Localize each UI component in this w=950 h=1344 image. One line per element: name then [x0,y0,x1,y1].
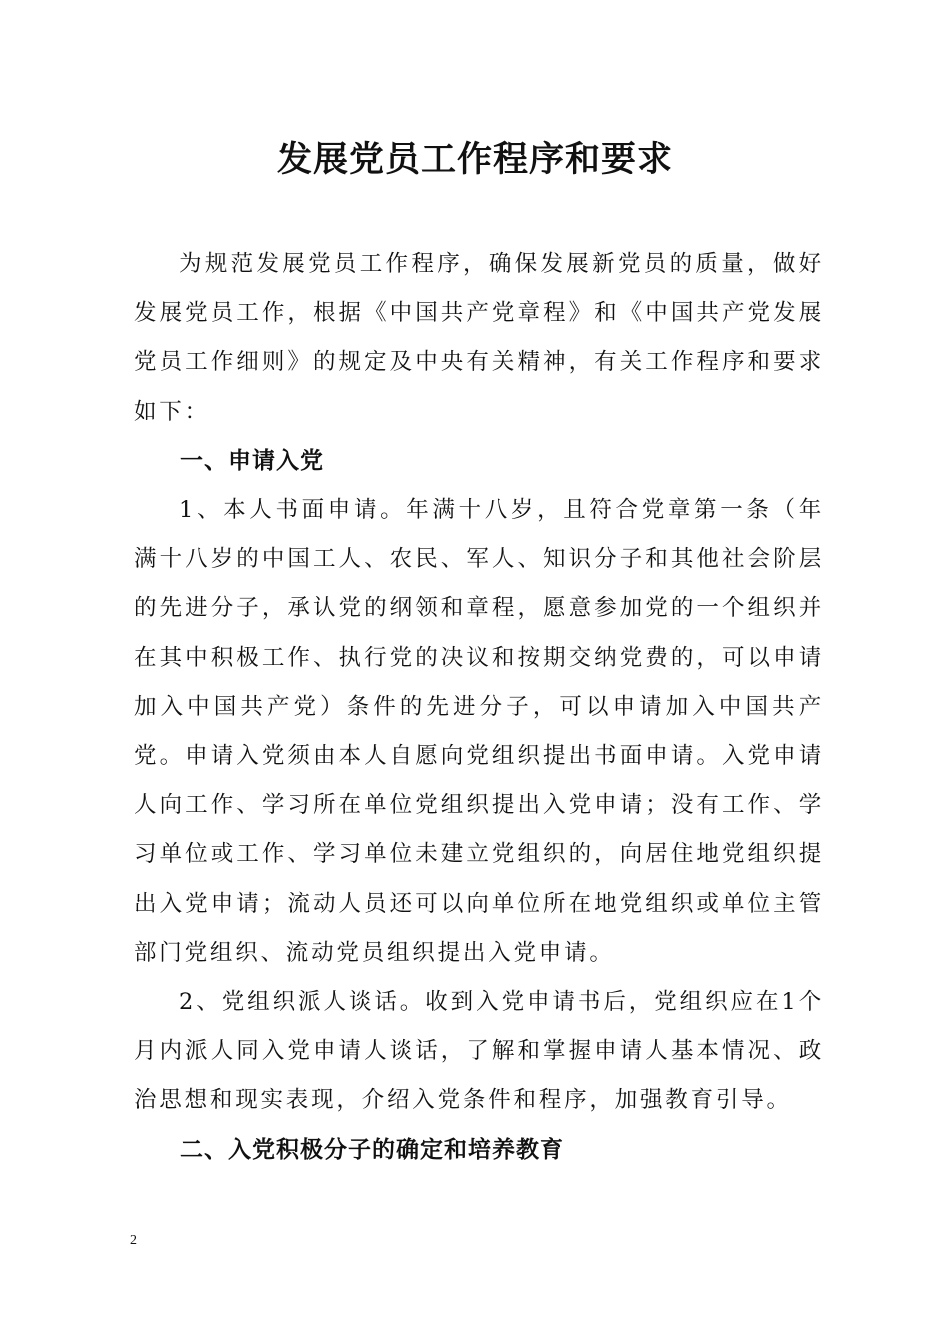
section-heading-activists: 二、入党积极分子的确定和培养教育 [180,1136,564,1163]
page-number: 2 [130,1233,137,1248]
document-title: 发展党员工作程序和要求 [276,139,673,180]
intro-paragraph: 为规范发展党员工作程序，确保发展新党员的质量，做好发展党员工作，根据《中国共产党章程》和《中国共产党发展党员工作细则》的规定及中央有关精神，有关工作程序和要求如下： [134,251,824,425]
paragraph-written-application: 1、本人书面申请。年满十八岁，且符合党章第一条（年满十八岁的中国工人、农民、军人、知识分子和其他社会阶层的先进分子，承认党的纲领和章程，愿意参加党的一个组织并在其中积极工作、执行党的决议和按期交纳党费的，可以申请加入中国共产党）条件的先进分子，可以申请加入中国共产党。申请入党须由本人自愿向党组织提出书面申请。入党申请人向工作、学习所在单位党组织提出入党申请；没有工作、学习单位或工作、学习单位未建立党组织的，向居住地党组织提出入党申请；流动人员还可以向单位所在地党组织或单位主管部门党组织、流动党员组织提出入党申请。 [134,497,824,966]
section-heading-apply: 一、申请入党 [180,447,324,474]
paragraph-interview: 2、党组织派人谈话。收到入党申请书后，党组织应在1个月内派人同入党申请人谈话，了解和掌握申请人基本情况、政治思想和现实表现，介绍入党条件和程序，加强教育引导。 [134,989,824,1114]
document-body [134,240,824,1175]
